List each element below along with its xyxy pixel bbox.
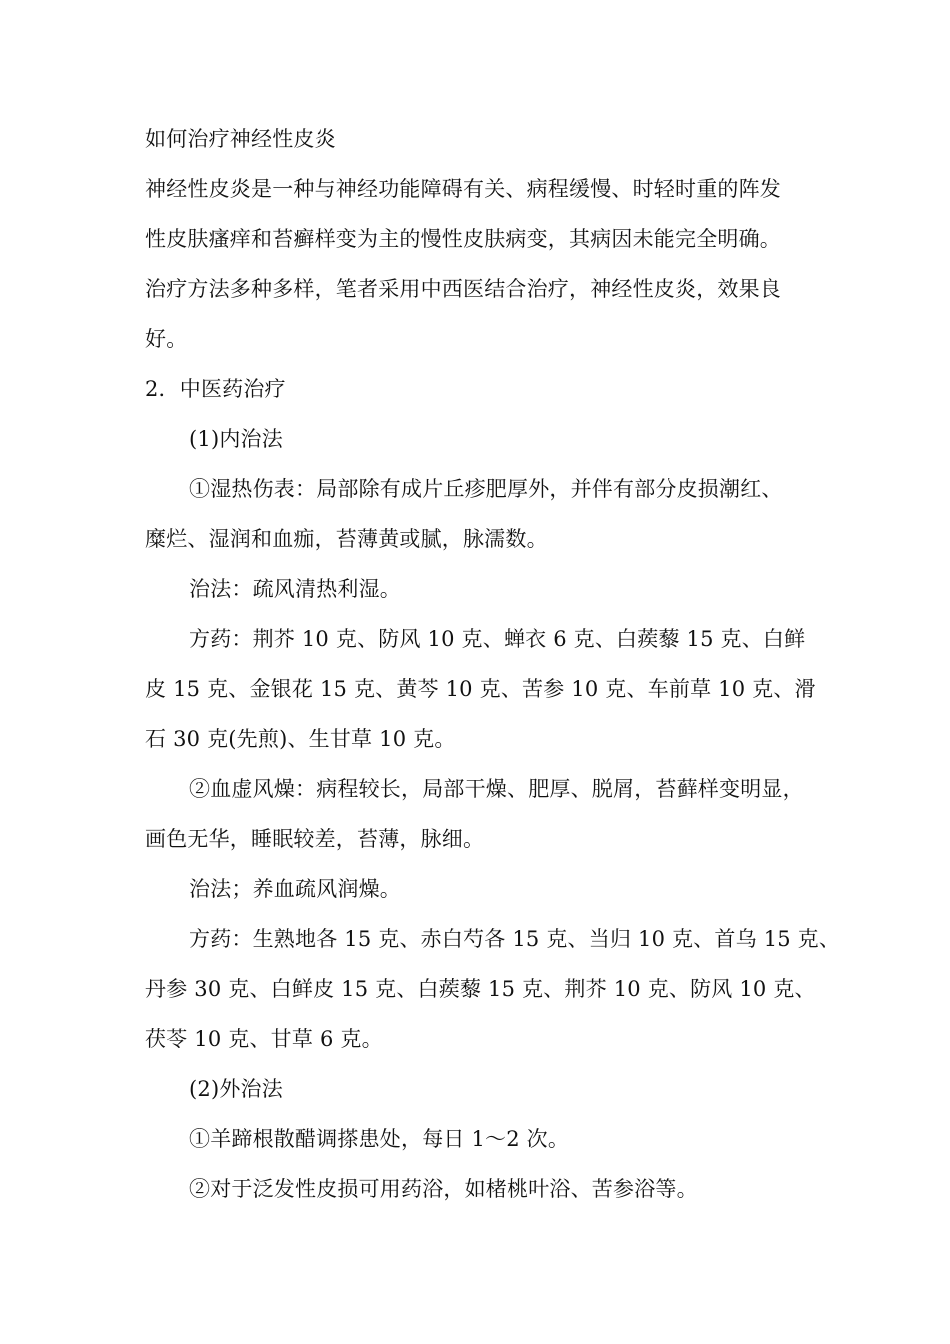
type1-recipe-line: 石 30 克(先煎)、生甘草 10 克。 (145, 727, 456, 751)
section-heading-tcm: 2．中医药治疗 (145, 377, 286, 401)
type2-line: ②血虚风燥：病程较长，局部干燥、肥厚、脱屑，苔藓样变明显， (189, 777, 804, 801)
type1-paragraph (145, 464, 810, 564)
intro-paragraph (145, 164, 810, 364)
type2-recipe-line: 方药：生熟地各 15 克、赤白芍各 15 克、当归 10 克、首乌 15 克、 (189, 927, 841, 951)
type2-recipe-line: 丹参 30 克、白鲜皮 15 克、白蒺藜 15 克、荆芥 10 克、防风 10 克、 (145, 977, 816, 1001)
intro-line: 神经性皮炎是一种与神经功能障碍有关、病程缓慢、时轻时重的阵发 (145, 177, 781, 201)
type1-line: 糜烂、湿润和血痂，苔薄黄或腻，脉濡数。 (145, 527, 548, 551)
intro-line: 性皮肤瘙痒和苔癣样变为主的慢性皮肤病变，其病因未能完全明确。 (145, 227, 781, 251)
type1-recipe (145, 614, 816, 764)
type2-paragraph (145, 764, 810, 864)
external-treatment-heading: (2)外治法 (189, 1077, 283, 1101)
type1-line: ①湿热伤表：局部除有成片丘疹肥厚外，并伴有部分皮损潮红、 (189, 477, 783, 501)
type2-recipe-line: 茯苓 10 克、甘草 6 克。 (145, 1027, 383, 1051)
type1-recipe-line: 皮 15 克、金银花 15 克、黄芩 10 克、苦参 10 克、车前草 10 克、滑 (145, 677, 816, 701)
external-item: ②对于泛发性皮损可用药浴，如楮桃叶浴、苦参浴等。 (189, 1177, 698, 1201)
type1-recipe-line: 方药：荆芥 10 克、防风 10 克、蝉衣 6 克、白蒺藜 15 克、白鲜 (189, 627, 806, 651)
intro-line: 治疗方法多种多样，笔者采用中西医结合治疗，神经性皮炎，效果良 (145, 277, 781, 301)
type2-line: 画色无华，睡眠较差，苔薄，脉细。 (145, 827, 485, 851)
type2-method: 治法；养血疏风润燥。 (189, 877, 401, 901)
intro-line: 好。 (145, 327, 188, 351)
document-title: 如何治疗神经性皮炎 (145, 127, 336, 151)
document-body (145, 114, 841, 1214)
external-item: ①羊蹄根散醋调搽患处，每日 1～2 次。 (189, 1127, 570, 1151)
type1-method: 治法：疏风清热利湿。 (189, 577, 401, 601)
type2-recipe (145, 914, 841, 1064)
internal-treatment-heading: (1)内治法 (189, 427, 283, 451)
